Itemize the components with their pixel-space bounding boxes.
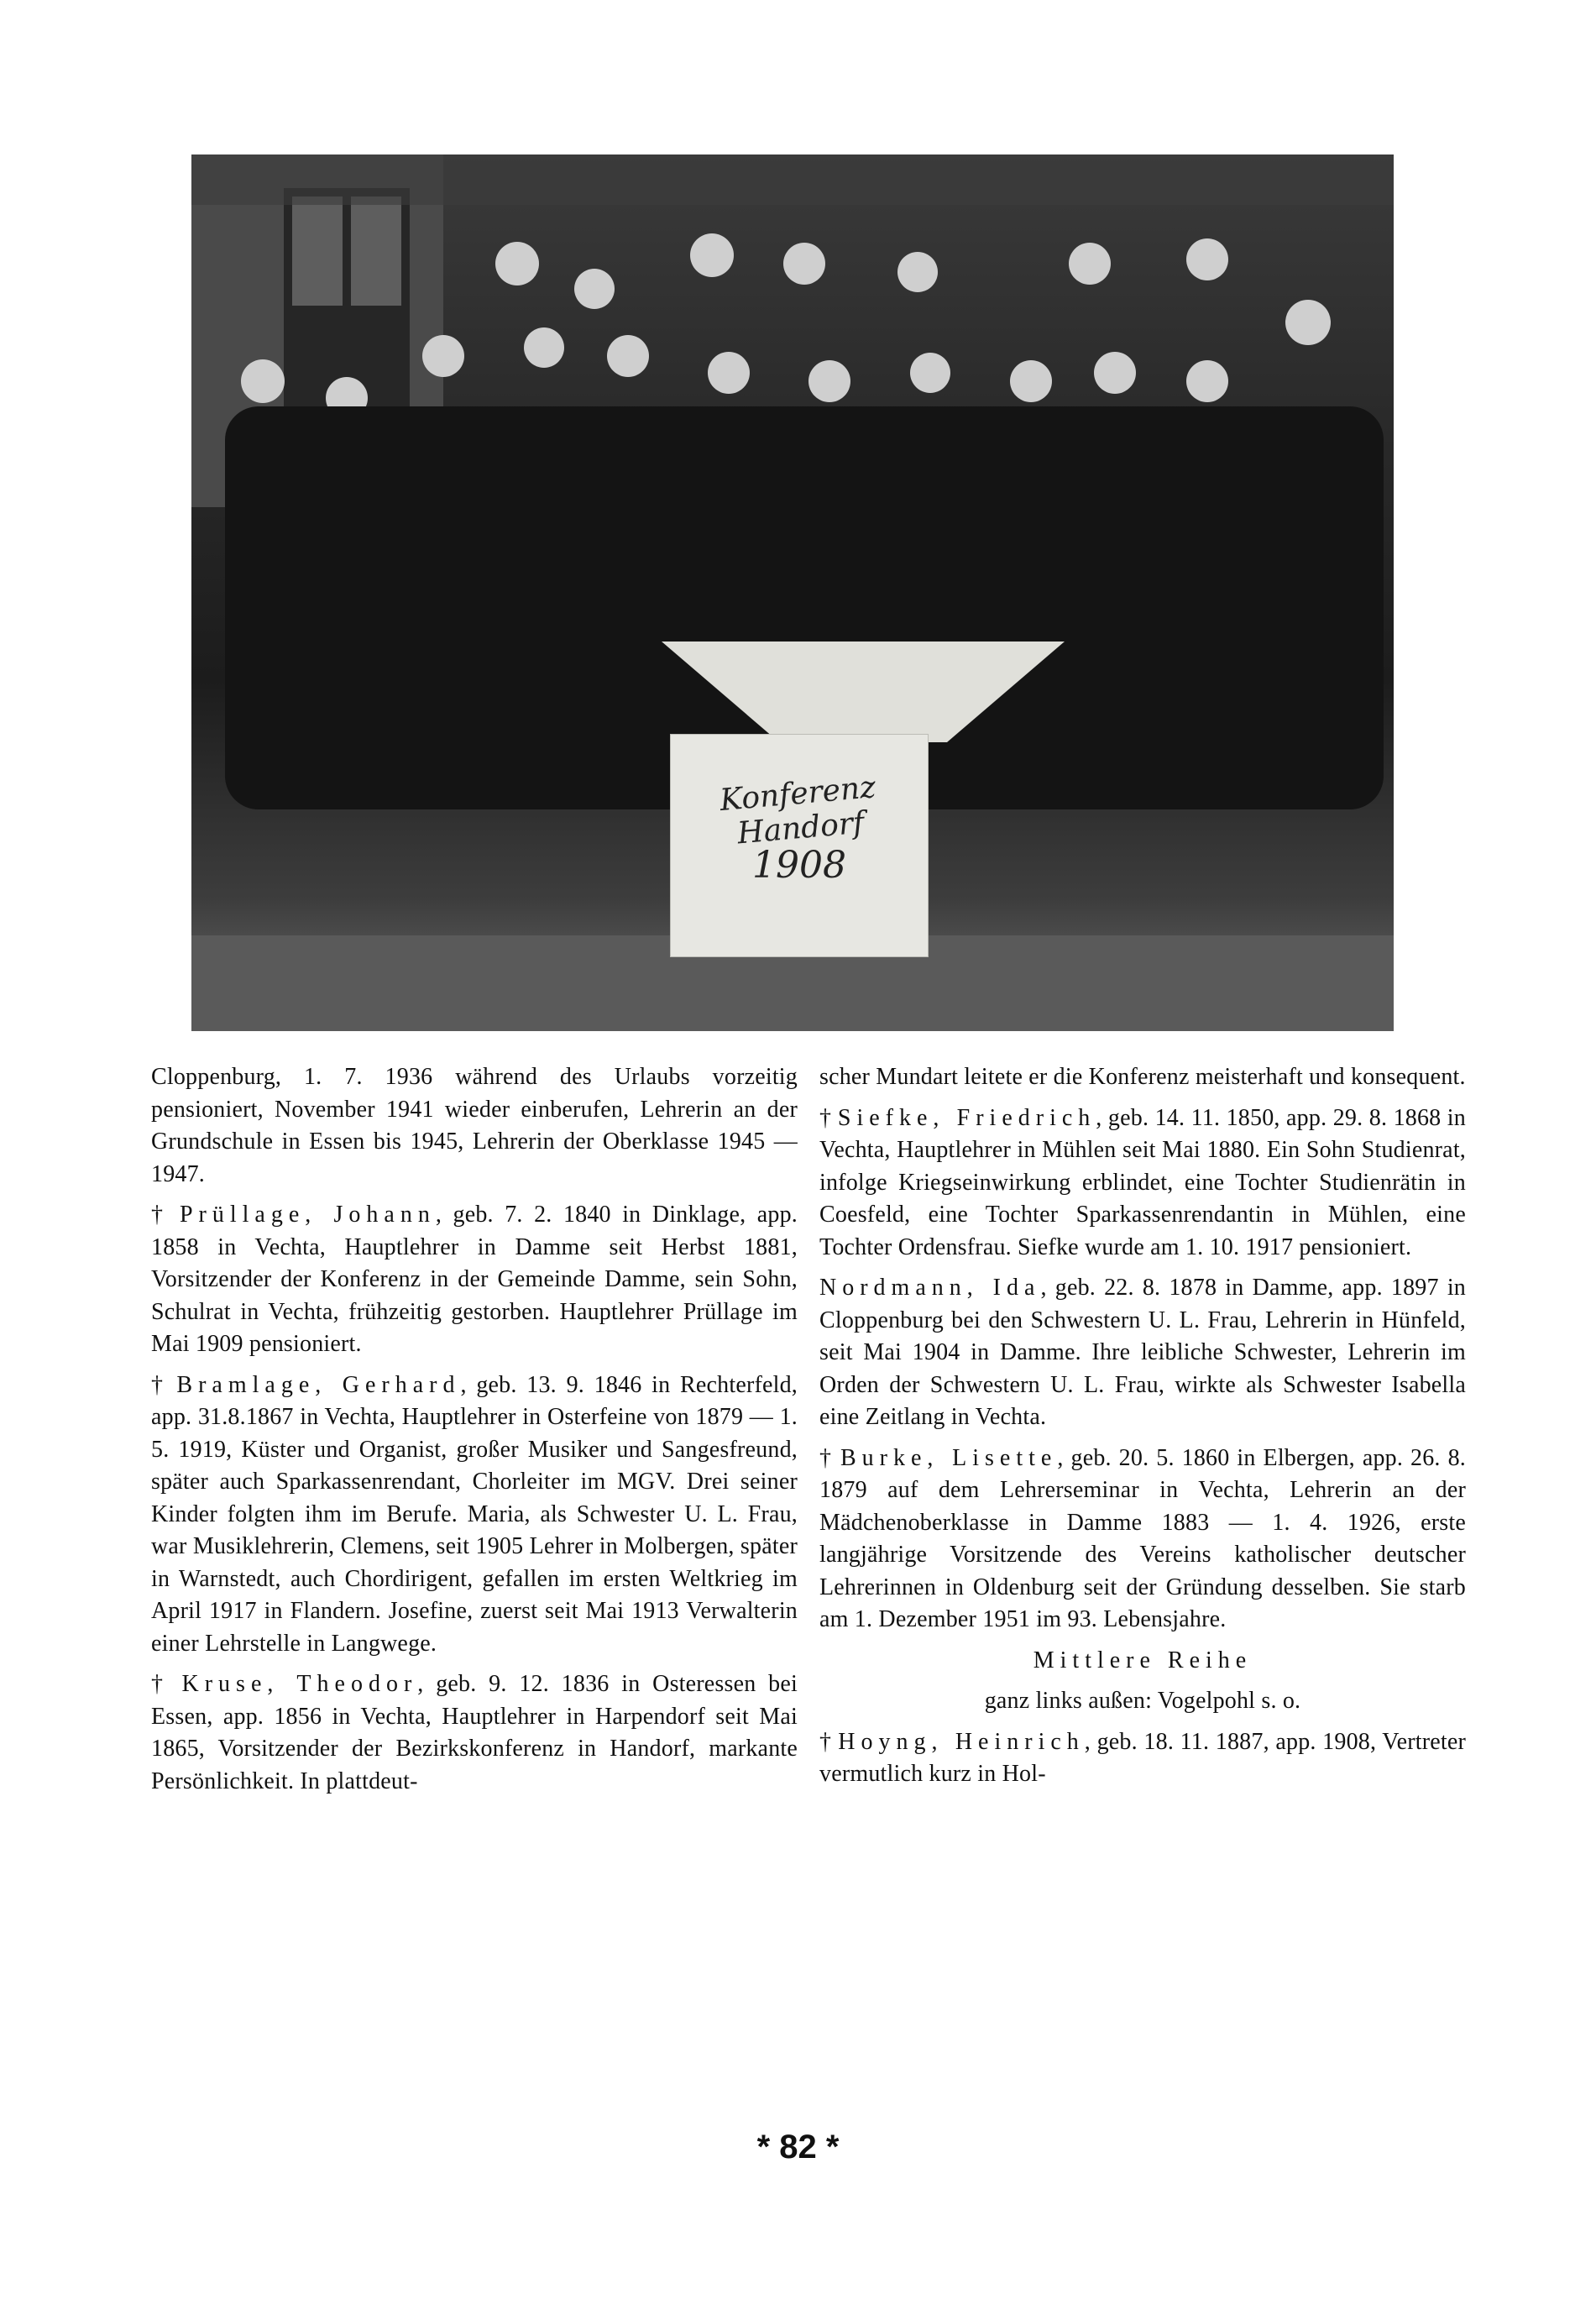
- section-heading: Mittlere Reihe: [1033, 1647, 1253, 1673]
- cross-symbol: †: [819, 1728, 832, 1755]
- cross-symbol: †: [819, 1104, 832, 1131]
- entry-burke: [819, 1443, 1466, 1637]
- entry-name: Hoyng, Heinrich: [838, 1728, 1085, 1755]
- entry-text: , geb. 20. 5. 1860 in Elbergen, app. 26. 8. 1879 auf dem Lehrerseminar in Vechta, Lehrerin an der Mädchenoberklasse in Damme 1883 — 1. 4. 1926, erste langjährige Vorsitzende des Vereins katholischer deutscher Lehrerinnen in Oldenburg seit der Gründung desselben. Sie starb am 1. Dezember 1951 im 93. Lebensjahre.: [819, 1444, 1466, 1632]
- sign-text-year: 1908: [752, 844, 846, 887]
- entry-text: , geb. 13. 9. 1846 in Rechterfeld, app. 31.8.1867 in Vechta, Hauptlehrer in Osterfeine von 1879 — 1. 5. 1919, Küster und Organist, großer Musiker und Sangesfreund, später auch Sparkassenrendant, Chorleiter im MGV. Drei seiner Kinder folgten ihm im Berufe. Maria, als Schwester U. L. Frau, war Musiklehrerin, Clemens, seit 1905 Lehrer in Molbergen, später in Warnstedt, auch Chordirigent, gefallen im ersten Weltkrieg im April 1917 in Flandern. Josefine, zuerst seit Mai 1913 Verwalterin einer Lehrstelle in Langwege.: [151, 1371, 798, 1657]
- entry-text: , geb. 14. 11. 1850, app. 29. 8. 1868 in Vechta, Hauptlehrer in Mühlen seit Mai 1880. Ein Sohn Studienrat, infolge Kriegseinwirkung erblindet, eine Tochter Studienrätin in Coesfeld, eine Tochter Sparkassenrendantin in Mühlen, eine Tochter Ordensfrau. Siefke wurde am 1. 10. 1917 pensioniert.: [819, 1104, 1466, 1260]
- paragraph-continuation: scher Mundart leitete er die Konferenz meisterhaft und konsequent.: [819, 1064, 1466, 1090]
- cross-symbol: †: [151, 1202, 169, 1228]
- entry-name: Kruse, Theodor: [181, 1671, 418, 1697]
- entry-name: Siefke, Friedrich: [837, 1104, 1096, 1131]
- entry-text: , geb. 7. 2. 1840 in Dinklage, app. 1858 in Vechta, Hauptlehrer in Damme seit Herbst 1881, Vorsitzender der Konferenz in der Gemeinde Damme, sein Sohn, Schulrat in Vechta, frühzeitig gestorben. Hauptlehrer Prüllage im Mai 1909 pensioniert.: [151, 1202, 798, 1357]
- page-number: * 82 *: [756, 2129, 840, 2166]
- entry-text: , geb. 9. 12. 1836 in Osteressen bei Essen, app. 1856 in Vechta, Hauptlehrer in Harpendorf seit Mai 1865, Vorsitzender der Bezirkskonferenz in Handorf, markante Persönlichkeit. In plattdeut-: [151, 1671, 798, 1794]
- entry-hoyng: [819, 1726, 1466, 1791]
- entry-pruellage: [151, 1199, 798, 1361]
- section-subheading: ganz links außen: Vogelpohl s. o.: [984, 1688, 1301, 1714]
- entry-name: Bramlage, Gerhard: [176, 1371, 461, 1398]
- entry-siefke: [819, 1102, 1466, 1265]
- conference-sign: [670, 734, 929, 957]
- entry-text: , geb. 18. 11. 1887, app. 1908, Vertreter vermutlich kurz in Hol-: [819, 1728, 1467, 1787]
- left-column: [151, 1061, 798, 1806]
- paragraph-cloppenburg: Cloppenburg, 1. 7. 1936 während des Urlaubs vorzeitig pensioniert, November 1941 wieder einberufen, Lehrerin an der Grundschule in Essen bis 1945, Lehrerin der Oberklasse 1945 — 1947.: [151, 1064, 798, 1187]
- entry-name: Burke, Lisette: [840, 1444, 1058, 1471]
- entry-nordmann: [819, 1272, 1466, 1434]
- cross-symbol: †: [819, 1444, 833, 1471]
- cross-symbol: †: [151, 1671, 170, 1697]
- group-photo: [191, 154, 1394, 1031]
- entry-name: Nordmann, Ida: [819, 1275, 1041, 1301]
- entry-text: , geb. 22. 8. 1878 in Damme, app. 1897 in Cloppenburg bei den Schwestern U. L. Frau, Lehrerin in Hünfeld, seit Mai 1904 in Damme. Ihre leibliche Schwester, Lehrerin im Orden der Schwestern U. L. Frau, wirkte als Schwester Isabella eine Zeitlang in Vechta.: [819, 1275, 1466, 1430]
- sign-text-conference: Konferenz Handorf: [718, 770, 877, 851]
- entry-name: Prüllage, Johann: [179, 1202, 436, 1228]
- cross-symbol: †: [151, 1371, 167, 1398]
- entry-kruse: [151, 1668, 798, 1798]
- right-column: [819, 1061, 1466, 1799]
- entry-bramlage: [151, 1369, 798, 1661]
